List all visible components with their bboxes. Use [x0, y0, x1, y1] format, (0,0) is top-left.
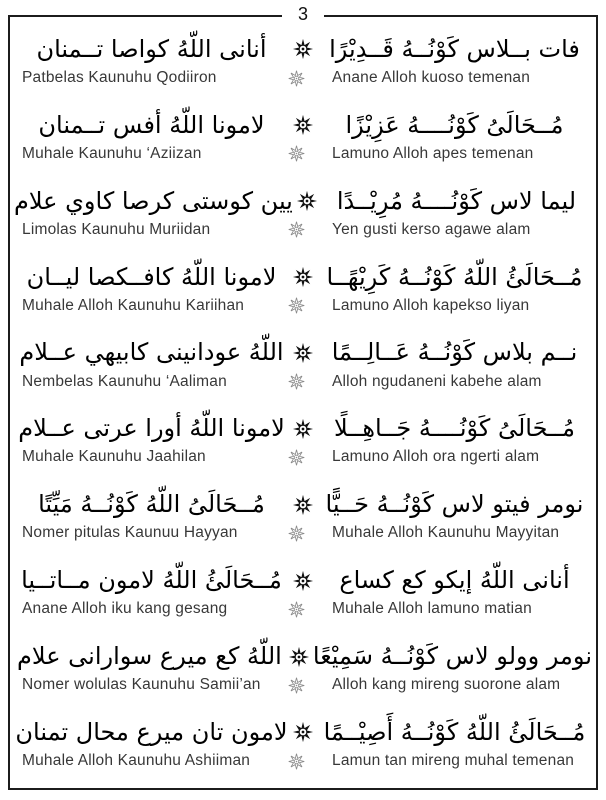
latin-text-right: Alloh kang mireng suorone alam	[332, 676, 561, 694]
eight-point-star-outline-icon	[288, 449, 305, 466]
latin-text-left: Nembelas Kaunuhu ‘Aaliman	[22, 372, 227, 390]
latin-line	[14, 752, 592, 770]
latin-text-left: Limolas Kaunuhu Muriidan	[22, 220, 211, 238]
arabic-separator	[289, 570, 317, 592]
latin-text-right: Yen gusti kerso agawe alam	[332, 220, 531, 238]
arabic-text-right: نومر فيتو لاس كَوْنُــهُ حَــيًّا	[325, 490, 584, 519]
arabic-text-left: مُــحَالَىُ اللّهُ كَوْنُــهُ مَيِّتًا	[38, 490, 265, 519]
latin-separator	[282, 677, 310, 694]
arabic-text-right: أنانى اللّهُ إيكو كع كساع	[339, 566, 570, 595]
verse-row	[14, 183, 592, 239]
latin-text-left: Nomer pitulas Kaunuu Hayyan	[22, 524, 238, 542]
latin-text-right: Lamuno Alloh apes temenan	[332, 144, 534, 162]
arabic-text-left: مُــحَالَئُ اللّهُ لامون مــاتــيا	[21, 566, 282, 595]
eight-point-star-outline-icon	[288, 525, 305, 542]
verse-row	[14, 562, 592, 618]
arabic-separator	[289, 418, 317, 440]
arabic-separator	[289, 114, 317, 136]
eight-point-star-outline-icon	[288, 601, 305, 618]
arabic-separator	[289, 494, 317, 516]
eight-point-star-filled-icon	[292, 570, 314, 592]
latin-text-left: Muhale Alloh Kaunuhu Ashiiman	[22, 752, 251, 770]
arabic-text-left: أنانى اللّهُ كواصا تــمنان	[36, 34, 267, 63]
arabic-line	[14, 562, 592, 599]
latin-text-left: Anane Alloh iku kang gesang	[22, 600, 228, 618]
latin-text-left: Nomer wolulas Kaunuhu Samii’an	[22, 676, 261, 694]
eight-point-star-filled-icon	[292, 721, 314, 743]
eight-point-star-filled-icon	[292, 342, 314, 364]
latin-text-right: Alloh ngudaneni kabehe alam	[332, 372, 542, 390]
latin-separator	[282, 449, 310, 466]
arabic-text-right: نــم بلاس كَوْنُــهُ عَــالِــمًا	[331, 338, 578, 367]
latin-separator	[282, 221, 310, 238]
verse-rows	[10, 19, 596, 786]
arabic-line	[14, 107, 592, 144]
arabic-separator	[293, 190, 321, 212]
arabic-line	[14, 410, 592, 447]
verse-row	[14, 410, 592, 466]
eight-point-star-outline-icon	[288, 677, 305, 694]
latin-separator	[282, 525, 310, 542]
eight-point-star-filled-icon	[288, 646, 310, 668]
arabic-text-left: لامونا اللّهُ كافــكصا ليــان	[26, 262, 277, 291]
latin-text-right: Muhale Alloh Kaunuhu Mayyitan	[332, 524, 560, 542]
latin-text-right: Anane Alloh kuoso temenan	[332, 69, 531, 87]
arabic-text-right: مُــحَالَئُ اللّهُ كَوْنُــهُ كَرِيْهًــا	[326, 262, 583, 291]
latin-line	[14, 373, 592, 391]
latin-line	[14, 524, 592, 542]
verse-row	[14, 714, 592, 770]
verse-row	[14, 107, 592, 163]
arabic-separator	[289, 721, 317, 743]
arabic-separator	[289, 266, 317, 288]
arabic-separator	[289, 342, 317, 364]
arabic-line	[14, 259, 592, 296]
latin-line	[14, 297, 592, 315]
eight-point-star-outline-icon	[288, 70, 305, 87]
latin-line	[14, 676, 592, 694]
eight-point-star-filled-icon	[296, 190, 318, 212]
arabic-line	[14, 31, 592, 68]
eight-point-star-outline-icon	[288, 145, 305, 162]
arabic-text-left: اللّهُ كع ميرع سوارانى علام	[17, 641, 282, 670]
latin-separator	[282, 373, 310, 390]
arabic-text-left: لامون تان ميرع محال تمنان	[15, 717, 288, 746]
latin-line	[14, 145, 592, 163]
eight-point-star-filled-icon	[292, 266, 314, 288]
latin-separator	[282, 70, 310, 87]
latin-line	[14, 600, 592, 618]
latin-text-left: Muhale Kaunuhu ‘Aziizan	[22, 144, 202, 162]
arabic-text-right: مُــحَالَئُ اللّهُ كَوْنُــهُ أَصِيْــمًا	[323, 717, 586, 746]
latin-separator	[282, 753, 310, 770]
latin-line	[14, 448, 592, 466]
arabic-text-left: اللّهُ عودانينى كابيهي عــلام	[19, 338, 284, 367]
arabic-text-right: مُــحَالَىُ كَوْنُــــهُ عَزِيْزًا	[345, 110, 564, 139]
verse-row	[14, 486, 592, 542]
eight-point-star-outline-icon	[288, 373, 305, 390]
latin-line	[14, 221, 592, 239]
latin-line	[14, 69, 592, 87]
latin-text-left: Patbelas Kaunuhu Qodiiron	[22, 69, 217, 87]
page-number: 3	[282, 2, 324, 26]
latin-text-right: Muhale Alloh lamuno matian	[332, 600, 532, 618]
arabic-text-left: لامونا اللّهُ أفس تــمنان	[38, 110, 265, 139]
verse-row	[14, 31, 592, 87]
arabic-line	[14, 183, 592, 220]
eight-point-star-filled-icon	[292, 494, 314, 516]
arabic-text-left: لامونا اللّهُ أورا عرتى عــلام	[18, 414, 285, 443]
latin-text-left: Muhale Alloh Kaunuhu Kariihan	[22, 296, 245, 314]
arabic-line	[14, 638, 592, 675]
verse-row	[14, 638, 592, 694]
eight-point-star-filled-icon	[292, 38, 314, 60]
eight-point-star-outline-icon	[288, 221, 305, 238]
arabic-text-right: فات بــلاس كَوْنُــهُ قَــدِيْرًا	[329, 34, 580, 63]
arabic-text-right: نومر وولو لاس كَوْنُــهُ سَمِيْعًا	[312, 641, 592, 670]
eight-point-star-outline-icon	[288, 297, 305, 314]
latin-separator	[282, 297, 310, 314]
verse-row	[14, 334, 592, 390]
eight-point-star-filled-icon	[292, 418, 314, 440]
latin-separator	[282, 145, 310, 162]
verse-row	[14, 259, 592, 315]
arabic-text-right: ليما لاس كَوْنُــــهُ مُرِيْــدًا	[336, 186, 577, 215]
arabic-separator	[285, 646, 313, 668]
latin-text-left: Muhale Kaunuhu Jaahilan	[22, 448, 206, 466]
latin-text-right: Lamuno Alloh ora ngerti alam	[332, 448, 540, 466]
arabic-line	[14, 486, 592, 523]
arabic-text-right: مُــحَالَىُ كَوْنُــــهُ جَــاهِــلًا	[333, 414, 576, 443]
eight-point-star-filled-icon	[292, 114, 314, 136]
arabic-text-left: يين كوستى كرصا كاوي علام	[14, 186, 293, 215]
latin-text-right: Lamun tan mireng muhal temenan	[332, 752, 575, 770]
arabic-separator	[289, 38, 317, 60]
arabic-line	[14, 714, 592, 751]
latin-separator	[282, 601, 310, 618]
arabic-line	[14, 334, 592, 371]
latin-text-right: Lamuno Alloh kapekso liyan	[332, 296, 530, 314]
eight-point-star-outline-icon	[288, 753, 305, 770]
